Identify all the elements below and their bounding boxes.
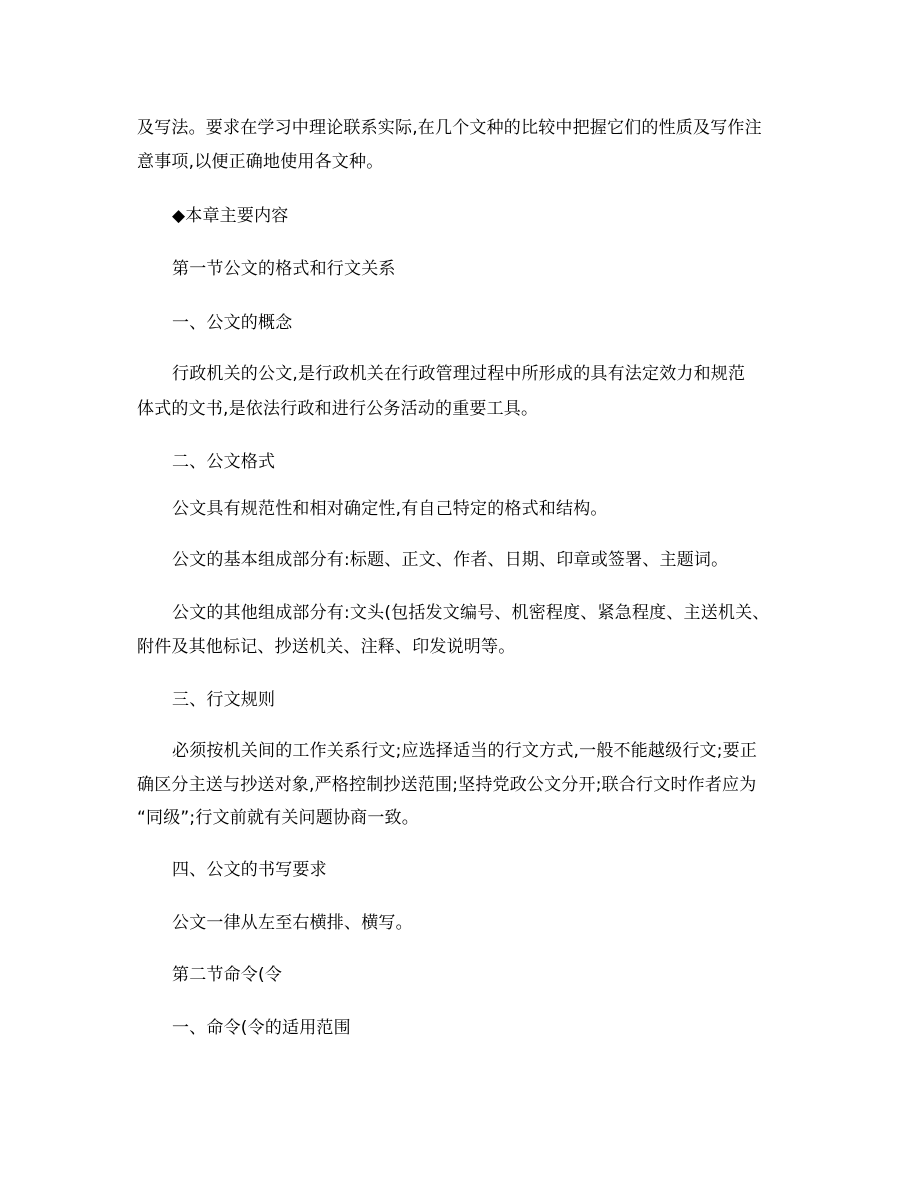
- other-components-line-2: 附件及其他标记、抄送机关、注释、印发说明等。: [137, 637, 516, 657]
- concept-paragraph-line-1: 行政机关的公文,是行政机关在行政管理过程中所形成的具有法定效力和规范: [172, 364, 746, 384]
- subheading-rules: 三、行文规则: [172, 690, 276, 710]
- rules-paragraph-line-2: 确区分主送与抄送对象,严格控制抄送范围;坚持党政公文分开;联合行文时作者应为: [137, 775, 757, 795]
- concept-paragraph-line-2: 体式的文书,是依法行政和进行公务活动的重要工具。: [137, 399, 539, 419]
- subheading-concept: 一、公文的概念: [172, 313, 293, 333]
- other-components-line-1: 公文的其他组成部分有:文头(包括发文编号、机密程度、紧急程度、主送机关、: [172, 603, 770, 623]
- format-paragraph: 公文具有规范性和相对确定性,有自己特定的格式和结构。: [172, 499, 608, 519]
- basic-components-paragraph: 公文的基本组成部分有:标题、正文、作者、日期、印章或签署、主题词。: [172, 550, 729, 570]
- subheading-format: 二、公文格式: [172, 452, 276, 472]
- rules-paragraph-line-3: “同级”;行文前就有关问题协商一致。: [137, 808, 419, 828]
- section-2-heading: 第二节命令(令: [172, 965, 283, 985]
- writing-requirements-paragraph: 公文一律从左至右横排、横写。: [172, 913, 413, 933]
- intro-paragraph-line-1: 及写法。要求在学习中理论联系实际,在几个文种的比较中把握它们的性质及写作注: [137, 118, 762, 138]
- chapter-content-heading: ◆本章主要内容: [172, 206, 289, 226]
- subheading-writing-requirements: 四、公文的书写要求: [172, 860, 327, 880]
- rules-paragraph-line-1: 必须按机关间的工作关系行文;应选择适当的行文方式,一般不能越级行文;要正: [172, 741, 758, 761]
- section-1-heading: 第一节公文的格式和行文关系: [172, 259, 396, 279]
- intro-paragraph-line-2: 意事项,以便正确地使用各文种。: [137, 152, 384, 172]
- subheading-command-scope: 一、命令(令的适用范围: [172, 1018, 351, 1038]
